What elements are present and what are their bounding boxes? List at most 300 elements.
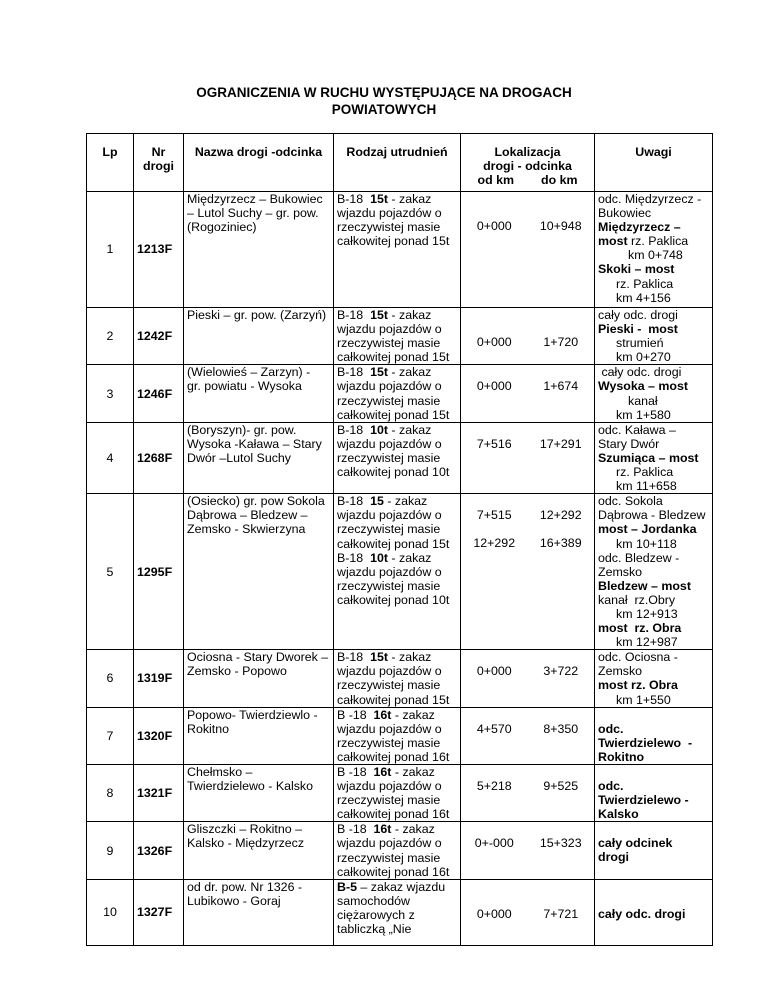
restriction-line <box>337 451 457 465</box>
restriction-text: - zakaz <box>387 365 432 380</box>
remark-text: odc. Międzyrzecz - <box>598 192 702 206</box>
restriction-text: 15 <box>370 494 384 509</box>
remark-line <box>598 836 709 850</box>
location-to-km: 1+720 <box>543 335 579 349</box>
table-row <box>87 822 713 879</box>
restriction-text: wjazdu pojazdów o <box>337 436 442 451</box>
remark-line <box>598 234 709 248</box>
restriction-text: rzeczywistej masie <box>337 578 441 593</box>
row-restriction <box>334 765 461 822</box>
row-location <box>461 707 595 764</box>
remark-text: km 0+270 <box>616 350 671 365</box>
row-restriction <box>334 879 461 945</box>
remark-line <box>598 206 709 220</box>
restriction-line <box>337 308 457 322</box>
table-row <box>87 494 713 650</box>
remark-text: km 12+987 <box>616 635 678 650</box>
location-to-km: 7+721 <box>543 906 579 921</box>
row-lp: 3 <box>87 365 134 422</box>
restriction-line <box>337 851 457 865</box>
remark-text: Pieski - most <box>598 322 678 337</box>
location-from-km: 0+-000 <box>474 836 514 851</box>
restriction-text: całkowitej ponad 15t <box>337 234 450 249</box>
location-from-km: 0+000 <box>476 335 512 349</box>
remark-line <box>598 308 709 322</box>
restriction-line <box>337 650 457 664</box>
row-lp: 2 <box>87 308 134 365</box>
remark-line <box>598 277 709 291</box>
restriction-text: całkowitej ponad 15t <box>337 692 450 707</box>
remark-line <box>598 508 709 522</box>
restriction-line <box>337 822 457 836</box>
row-lp: 4 <box>87 422 134 493</box>
remark-text: most rz. Obra <box>598 621 682 636</box>
row-location <box>461 765 595 822</box>
remark-text: kanał rz.Obry <box>598 592 676 607</box>
table-row <box>87 422 713 493</box>
road-name-line: Twierdzielewo - Kalsko <box>187 779 314 794</box>
restriction-text: wjazdu pojazdów o <box>337 779 442 794</box>
remark-line <box>598 379 709 393</box>
row-road-number: 1320F <box>134 707 184 764</box>
row-road-name <box>184 192 334 308</box>
location-to-km: 10+948 <box>539 219 582 233</box>
row-road-name <box>184 494 334 650</box>
location-from-km: 0+000 <box>476 906 512 921</box>
location-range <box>461 494 594 522</box>
restriction-text: samochodów <box>337 893 411 908</box>
restriction-text: rzeczywistej masie <box>337 793 441 808</box>
restriction-text: - zakaz <box>387 308 432 322</box>
restriction-text: 15t <box>370 308 388 322</box>
restriction-text: wjazdu pojazdów o <box>337 664 442 679</box>
remark-line <box>598 537 709 551</box>
restriction-text: 10t <box>370 550 388 565</box>
road-name-line: Międzyrzecz – Bukowiec <box>187 192 323 206</box>
row-location <box>461 308 595 365</box>
remark-line <box>598 807 709 821</box>
table-row <box>87 308 713 365</box>
row-restriction <box>334 365 461 422</box>
table-row <box>87 192 713 308</box>
header-nr-line1: Nr <box>151 145 166 159</box>
restriction-line <box>337 708 457 722</box>
row-road-number: 1246F <box>134 365 184 422</box>
location-range <box>461 308 594 349</box>
road-name-line: Kalsko - Międzyrzecz <box>187 836 305 851</box>
remark-text: Rokitno <box>598 749 645 764</box>
header-od-km: od km <box>477 173 514 188</box>
row-road-name <box>184 822 334 879</box>
table-row <box>87 707 713 764</box>
remark-text: odc. <box>598 721 624 736</box>
restriction-text: B -18 <box>337 765 374 779</box>
remark-line <box>598 494 709 508</box>
restriction-text: B-18 <box>337 494 371 509</box>
road-name-line: (Osiecko) gr. pow Sokola <box>187 494 325 509</box>
restriction-text: B-5 <box>337 879 357 894</box>
restriction-text: tabliczką „Nie <box>337 922 412 937</box>
row-lp: 6 <box>87 650 134 707</box>
row-remarks <box>595 192 713 308</box>
location-to-km: 16+389 <box>539 536 582 551</box>
restriction-text: wjazdu pojazdów o <box>337 836 442 851</box>
row-location <box>461 822 595 879</box>
restriction-line <box>337 192 457 206</box>
restriction-line <box>337 408 457 422</box>
row-restriction <box>334 707 461 764</box>
road-name-line: (Boryszyn)- gr. pow. <box>187 422 297 437</box>
restriction-line <box>337 793 457 807</box>
restriction-text: - zakaz <box>387 550 432 565</box>
remark-text: most rz. Obra <box>598 678 678 693</box>
restriction-line <box>337 220 457 234</box>
table-header-row <box>87 134 713 192</box>
row-location <box>461 192 595 308</box>
road-name-line: Zemsko - Popowo <box>187 664 287 679</box>
remark-line <box>598 779 709 793</box>
remark-text: Stary Dwór <box>598 436 660 451</box>
restriction-line <box>337 894 457 908</box>
remark-text: Kalsko <box>598 807 639 822</box>
row-lp: 7 <box>87 707 134 764</box>
row-remarks <box>595 650 713 707</box>
remark-line <box>598 850 709 864</box>
row-restriction <box>334 494 461 650</box>
restriction-line <box>337 336 457 350</box>
restriction-text: całkowitej ponad 16t <box>337 749 450 764</box>
remark-line <box>598 451 709 465</box>
restriction-line <box>337 350 457 364</box>
remark-text: km 11+658 <box>616 479 677 494</box>
restriction-line <box>337 365 457 379</box>
remark-text: Twierdzielewo - <box>598 793 689 808</box>
remark-text: odc. Sokola <box>598 494 663 509</box>
remark-text: odc. <box>598 779 624 793</box>
restriction-text: B -18 <box>337 822 374 837</box>
row-remarks <box>595 365 713 422</box>
remark-line <box>598 635 709 649</box>
row-road-number: 1319F <box>134 650 184 707</box>
location-range <box>461 880 594 921</box>
restriction-line <box>337 379 457 393</box>
location-to-km: 1+674 <box>543 379 579 394</box>
remark-text: cały odc. drogi <box>598 365 682 380</box>
remark-text: cały odc. drogi <box>598 308 678 322</box>
restriction-line <box>337 807 457 821</box>
restriction-text: rzeczywistej masie <box>337 450 441 465</box>
restriction-text: 15t <box>370 192 388 206</box>
restriction-text: całkowitej ponad 10t <box>337 465 450 480</box>
restriction-text: B-18 <box>337 308 371 322</box>
restriction-text: – zakaz wjazdu <box>356 879 446 894</box>
row-road-name <box>184 308 334 365</box>
row-remarks <box>595 308 713 365</box>
row-road-number: 1321F <box>134 765 184 822</box>
restriction-line <box>337 522 457 536</box>
restriction-line <box>337 750 457 764</box>
restriction-line <box>337 678 457 692</box>
restriction-text: B-18 <box>337 550 371 565</box>
remark-line <box>598 693 709 707</box>
road-name-line: gr. powiatu - Wysoka <box>187 379 302 394</box>
row-road-name <box>184 365 334 422</box>
remark-text: odc. Bledzew - <box>598 550 680 565</box>
road-name-line: Dąbrowa – Bledzew – <box>187 508 308 523</box>
row-road-number: 1213F <box>134 192 184 308</box>
remark-text: Wysoka – most <box>598 379 688 394</box>
remark-line <box>598 262 709 276</box>
restriction-line <box>337 693 457 707</box>
remark-text: cały odcinek <box>598 836 673 851</box>
location-to-km: 9+525 <box>543 779 579 793</box>
location-from-km: 7+515 <box>476 508 512 523</box>
header-lok-line2: drogi - odcinka <box>483 159 572 174</box>
location-to-km: 8+350 <box>543 721 579 736</box>
row-location <box>461 650 595 707</box>
table-row <box>87 879 713 945</box>
row-road-name <box>184 707 334 764</box>
restriction-text: - zakaz <box>387 422 432 437</box>
remark-text: km 4+156 <box>616 290 671 305</box>
location-from-km: 0+000 <box>476 219 512 233</box>
row-lp: 9 <box>87 822 134 879</box>
row-remarks <box>595 822 713 879</box>
road-name-line: Lubikowo - Goraj <box>187 893 281 908</box>
restriction-line <box>337 394 457 408</box>
restriction-line <box>337 494 457 508</box>
restriction-text: całkowitej ponad 15t <box>337 350 450 365</box>
remark-line <box>598 322 709 336</box>
restriction-text: ciężarowych z <box>337 907 415 922</box>
restriction-text: B-18 <box>337 365 371 380</box>
restriction-line <box>337 537 457 551</box>
location-to-km: 12+292 <box>539 508 582 523</box>
restriction-text: - zakaz <box>383 494 428 509</box>
header-nr <box>134 134 184 192</box>
remark-text: Bukowiec <box>598 206 652 221</box>
remark-line <box>598 394 709 408</box>
restriction-line <box>337 779 457 793</box>
restriction-text: całkowitej ponad 16t <box>337 864 450 879</box>
row-remarks <box>595 765 713 822</box>
remark-line <box>598 437 709 451</box>
restriction-text: 16t <box>373 822 392 837</box>
row-road-name <box>184 422 334 493</box>
restriction-line <box>337 865 457 879</box>
remark-line <box>598 365 709 379</box>
restriction-line <box>337 736 457 750</box>
restriction-text: - zakaz <box>391 765 435 779</box>
remark-text: drogi <box>598 850 629 865</box>
remark-line <box>598 248 709 262</box>
remark-line <box>598 579 709 593</box>
header-lokalizacja <box>461 134 595 192</box>
row-road-number: 1326F <box>134 822 184 879</box>
road-name-line: Zemsko - Skwierzyna <box>187 522 306 537</box>
remark-text: most – Jordanka <box>598 522 697 537</box>
remark-text: rz. Paklica <box>627 234 689 249</box>
location-range <box>461 765 594 793</box>
location-range <box>461 822 594 850</box>
remark-line <box>598 750 709 764</box>
location-to-km: 15+323 <box>539 836 582 851</box>
header-nazwa: Nazwa drogi -odcinka <box>184 134 334 192</box>
row-remarks <box>595 494 713 650</box>
remark-text: cały odc. drogi <box>598 906 686 921</box>
restriction-text: wjazdu pojazdów o <box>337 206 442 221</box>
row-road-name <box>184 650 334 707</box>
restriction-text: rzeczywistej masie <box>337 678 441 693</box>
remark-text: km 1+580 <box>616 407 671 422</box>
remark-text: km 0+748 <box>628 248 683 263</box>
title-line-1: OGRANICZENIA W RUCHU WYSTĘPUJĄCE NA DROGACH <box>196 85 572 100</box>
remark-line <box>598 192 709 206</box>
header-lok-line1: Lokalizacja <box>494 145 561 159</box>
location-from-km: 0+000 <box>476 664 512 679</box>
remark-line <box>598 880 709 921</box>
restriction-text: B-18 <box>337 650 371 665</box>
restriction-text: 16t <box>373 765 392 779</box>
location-to-km: 3+722 <box>543 664 579 679</box>
remark-text: Zemsko <box>598 564 643 579</box>
remark-text: strumień <box>616 336 664 351</box>
restriction-text: całkowitej ponad 15t <box>337 536 450 551</box>
restriction-line <box>337 551 457 565</box>
restriction-line <box>337 579 457 593</box>
table-row <box>87 650 713 707</box>
location-from-km: 0+000 <box>476 379 512 394</box>
road-name-line: Rokitno <box>187 721 230 736</box>
table-row <box>87 765 713 822</box>
restriction-text: wjazdu pojazdów o <box>337 508 442 523</box>
location-range <box>461 423 594 451</box>
remark-line <box>598 607 709 621</box>
restriction-text: rzeczywistej masie <box>337 735 441 750</box>
road-name-line: Pieski – gr. pow. (Zarzyń) <box>187 308 327 322</box>
remark-line <box>598 408 709 422</box>
road-name-line: – Lutol Suchy – gr. pow. <box>187 206 319 221</box>
row-remarks <box>595 879 713 945</box>
row-restriction <box>334 650 461 707</box>
location-to-km: 17+291 <box>539 436 582 451</box>
row-lp: 10 <box>87 879 134 945</box>
remark-line <box>598 565 709 579</box>
remark-line <box>598 722 709 736</box>
location-from-km: 4+570 <box>476 721 512 736</box>
row-restriction <box>334 308 461 365</box>
row-road-name <box>184 765 334 822</box>
restriction-text: wjazdu pojazdów o <box>337 564 442 579</box>
row-lp: 1 <box>87 192 134 308</box>
row-location <box>461 494 595 650</box>
remark-line <box>598 593 709 607</box>
restriction-text: wjazdu pojazdów o <box>337 322 442 337</box>
document-title <box>0 84 768 118</box>
road-name-line: od dr. pow. Nr 1326 - <box>187 879 303 894</box>
remark-text: Bledzew – most <box>598 578 691 593</box>
restriction-text: - zakaz <box>391 822 435 837</box>
remark-line <box>598 621 709 635</box>
restriction-text: rzeczywistej masie <box>337 850 441 865</box>
row-lp: 5 <box>87 494 134 650</box>
row-road-name <box>184 879 334 945</box>
restriction-text: - zakaz <box>391 707 435 722</box>
restriction-text: rzeczywistej masie <box>337 393 441 408</box>
row-remarks <box>595 422 713 493</box>
road-name-line: Gliszczki – Rokitno – <box>187 822 302 837</box>
restriction-text: rzeczywistej masie <box>337 522 441 537</box>
road-name-line: Popowo- Twierdziewlo - <box>187 707 318 722</box>
restriction-text: rzeczywistej masie <box>337 220 441 235</box>
restriction-line <box>337 565 457 579</box>
restriction-text: B -18 <box>337 707 374 722</box>
restriction-line <box>337 836 457 850</box>
restriction-line <box>337 765 457 779</box>
location-range <box>461 650 594 678</box>
remark-line <box>598 551 709 565</box>
location-range <box>461 708 594 736</box>
row-road-number: 1295F <box>134 494 184 650</box>
restriction-line <box>337 423 457 437</box>
restriction-text: 16t <box>373 707 392 722</box>
restriction-line <box>337 234 457 248</box>
remark-text: Szumiąca – most <box>598 450 699 465</box>
road-name-line: Chełmsko – <box>187 765 253 779</box>
restriction-line <box>337 465 457 479</box>
restriction-line <box>337 664 457 678</box>
location-from-km: 5+218 <box>476 779 512 793</box>
restriction-text: wjazdu pojazdów o <box>337 721 442 736</box>
location-range <box>461 365 594 393</box>
row-remarks <box>595 707 713 764</box>
restriction-text: - zakaz <box>387 192 432 206</box>
title-line-2: POWIATOWYCH <box>331 102 437 117</box>
remark-line <box>598 650 709 664</box>
restriction-line <box>337 922 457 936</box>
restriction-line <box>337 206 457 220</box>
header-do-km: do km <box>541 173 578 188</box>
remark-line <box>598 678 709 692</box>
restriction-text: całkowitej ponad 10t <box>337 592 450 607</box>
restriction-text: B-18 <box>337 422 371 437</box>
location-from-km: 12+292 <box>473 536 516 551</box>
remark-text: odc. Kaława – <box>598 422 676 437</box>
restriction-text: 15t <box>370 365 388 380</box>
remark-line <box>598 423 709 437</box>
remark-text: Dąbrowa - Bledzew <box>598 508 706 523</box>
road-name-line: (Wielowieś – Zarzyn) - <box>187 365 311 380</box>
row-road-number: 1242F <box>134 308 184 365</box>
remark-line <box>598 736 709 750</box>
restriction-line <box>337 322 457 336</box>
remark-text: odc. Ociosna - <box>598 650 678 665</box>
road-name-line: Ociosna - Stary Dworek – <box>187 650 329 665</box>
restriction-line <box>337 593 457 607</box>
remark-text: km 10+118 <box>616 536 677 551</box>
row-location <box>461 422 595 493</box>
remark-line <box>598 220 709 234</box>
header-uwagi: Uwagi <box>595 134 713 192</box>
restriction-line <box>337 722 457 736</box>
restriction-line <box>337 880 457 894</box>
restriction-text: całkowitej ponad 16t <box>337 807 450 822</box>
header-nr-line2: drogi <box>143 159 174 174</box>
row-location <box>461 365 595 422</box>
remark-text: rz. Paklica <box>616 465 674 480</box>
row-restriction <box>334 192 461 308</box>
restriction-text: - zakaz <box>387 650 432 665</box>
